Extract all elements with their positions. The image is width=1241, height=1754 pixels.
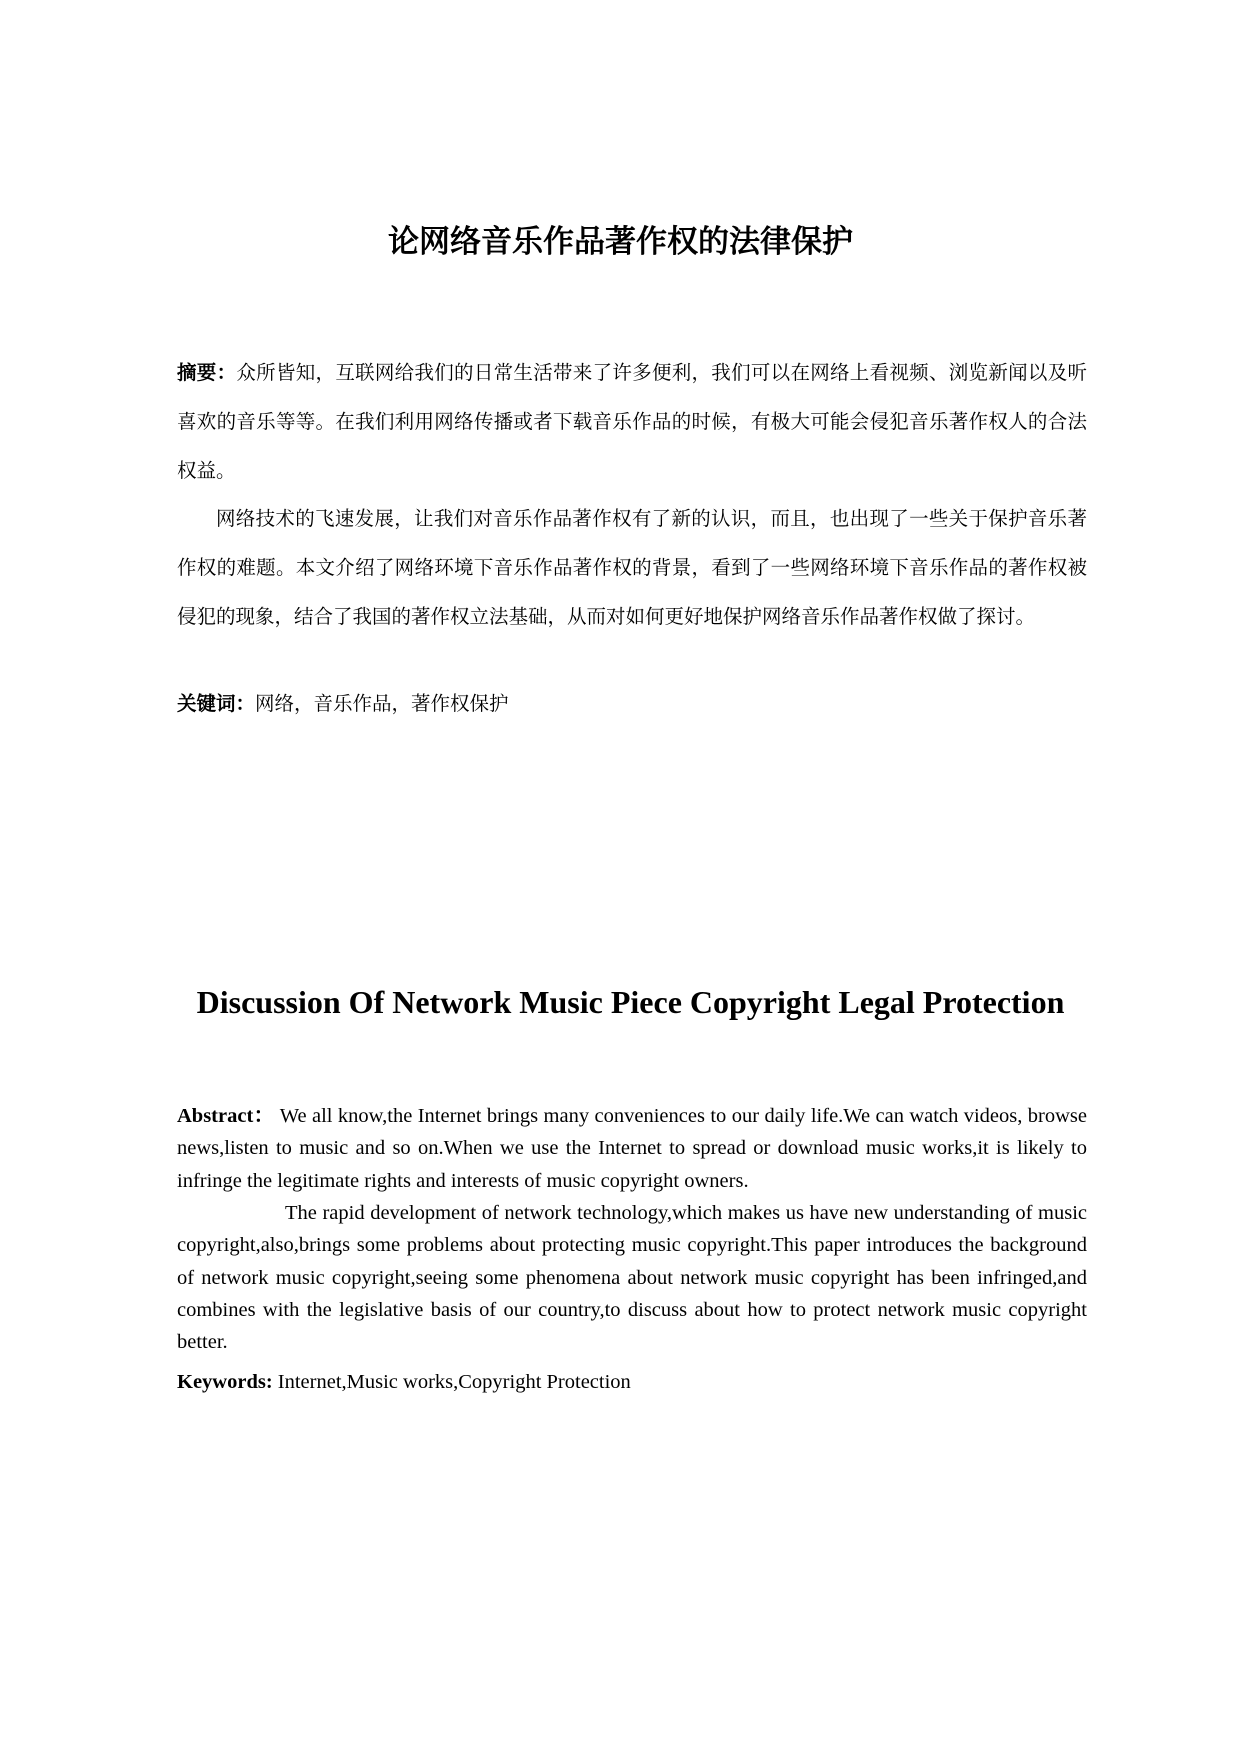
english-keywords: [177, 1366, 1087, 1398]
chinese-abstract-paragraph-2: 网络技术的飞速发展，让我们对音乐作品著作权有了新的认识，而且，也出现了一些关于保护音乐著作权的难题。本文介绍了网络环境下音乐作品著作权的背景，看到了一些网络环境下音乐作品的著作权被侵犯的现象，结合了我国的著作权立法基础，从而对如何更好地保护网络音乐作品著作权做了探讨。: [177, 507, 1087, 628]
english-title: Discussion Of Network Music Piece Copyright Legal Protection: [196, 984, 1065, 1020]
english-abstract-label: Abstract：: [177, 1105, 275, 1127]
english-abstract-text-1: We all know,the Internet brings many conveniences to our daily life.We can watch videos, browse news,listen to music and so on.When we use the Internet to spread or download music works,it is likely to infringe the legitimate rights and interests of music copyright owners.: [177, 1105, 1088, 1192]
english-abstract-paragraph-1: [177, 1100, 1087, 1197]
chinese-abstract-label: 摘要：: [177, 361, 237, 384]
english-keywords-text: Internet,Music works,Copyright Protection: [277, 1371, 631, 1393]
english-keywords-label: Keywords:: [177, 1371, 273, 1393]
chinese-title: 论网络音乐作品著作权的法律保护: [388, 224, 853, 260]
chinese-abstract-text-1: 众所皆知，互联网给我们的日常生活带来了许多便利，我们可以在网络上看视频、浏览新闻以及听喜欢的音乐等等。在我们利用网络传播或者下载音乐作品的时候，有极大可能会侵犯音乐著作权人的合法权益。: [177, 361, 1087, 482]
chinese-keywords: [177, 686, 1087, 722]
chinese-abstract-paragraph-1: [177, 348, 1087, 495]
english-abstract-paragraph-2: The rapid development of network technology,which makes us have new understanding of music copyright,also,brings some problems about protecting music copyright.This paper introduces the background of network music copyright,seeing some phenomena about network music copyright has been infringed,and combines with the legislative basis of our country,to discuss about how to protect network music copyright better.: [177, 1202, 1087, 1354]
chinese-keywords-label: 关键词：: [177, 692, 256, 715]
chinese-keywords-text: 网络，音乐作品，著作权保护: [255, 692, 509, 715]
